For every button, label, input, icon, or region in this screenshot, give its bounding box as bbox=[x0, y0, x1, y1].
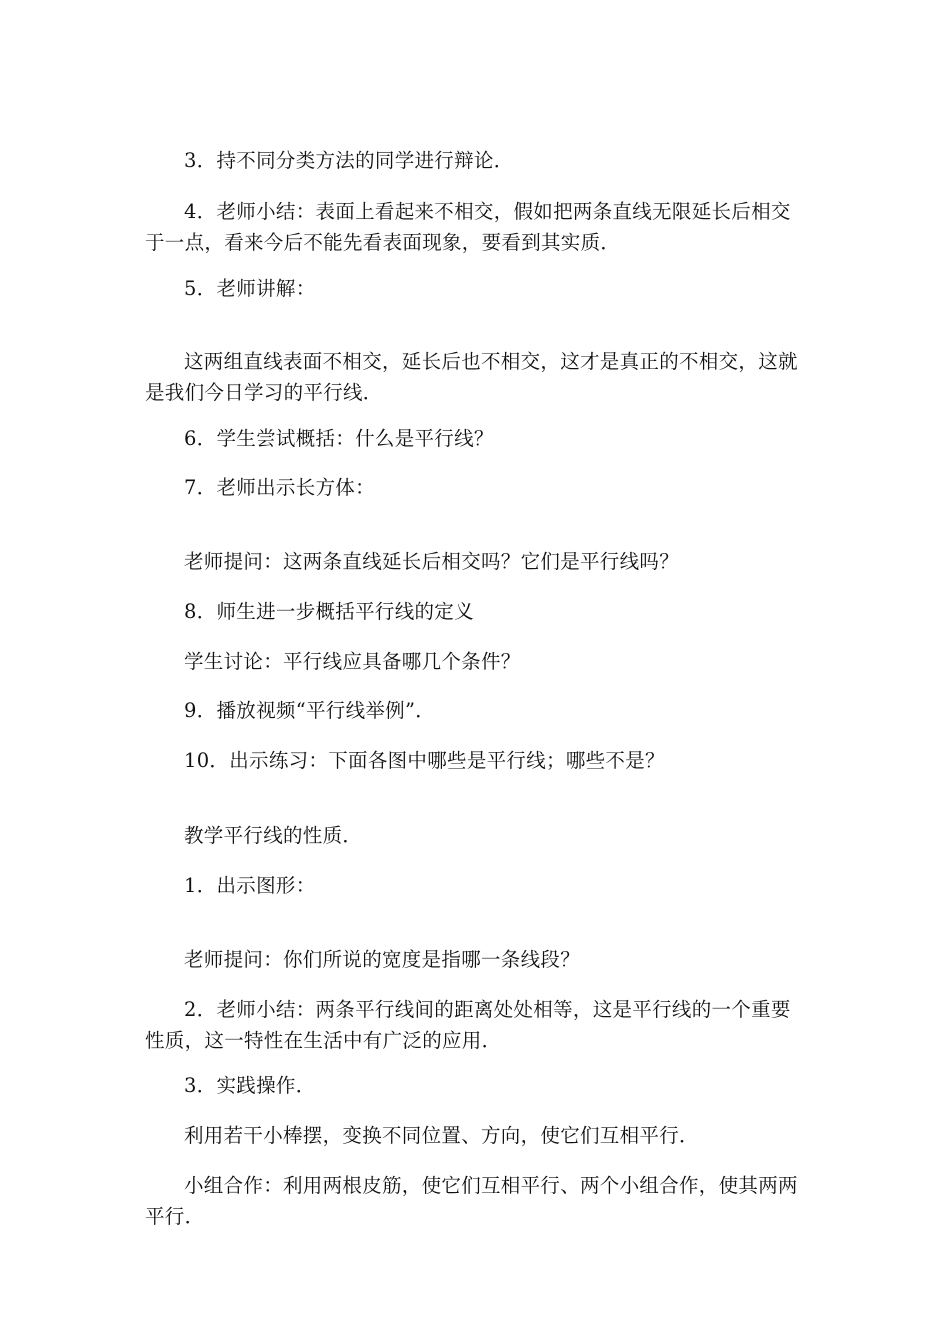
paragraph-teacher-explain: 5．老师讲解： bbox=[184, 277, 316, 300]
paragraph-group-work: 小组合作：利用两根皮筋，使它们互相平行、两个小组合作，使其两两平行． bbox=[145, 1174, 798, 1228]
paragraph-video: 9．播放视频“平行线举例”． bbox=[184, 699, 436, 722]
paragraph-show-figure: 1．出示图形： bbox=[184, 874, 316, 897]
paragraph-teacher-summary-1: 4．老师小结：表面上看起来不相交，假如把两条直线无限延长后相交于一点，看来今后不能先看表面现象，要看到其实质． bbox=[145, 200, 791, 254]
paragraph-student-discuss: 学生讨论：平行线应具备哪几个条件？ bbox=[184, 650, 521, 673]
paragraph-student-summary: 6．学生尝试概括：什么是平行线？ bbox=[184, 427, 494, 450]
paragraph-teacher-question-1: 老师提问：这两条直线延长后相交吗？它们是平行线吗？ bbox=[184, 550, 680, 573]
paragraph-debate: 3．持不同分类方法的同学进行辩论． bbox=[184, 149, 514, 172]
paragraph-teacher-summary-2: 2．老师小结：两条平行线间的距离处处相等，这是平行线的一个重要性质，这一特性在生活中有广泛的应用． bbox=[145, 998, 791, 1052]
paragraph-sticks: 利用若干小棒摆，变换不同位置、方向，使它们互相平行． bbox=[184, 1124, 699, 1147]
paragraph-practice: 3．实践操作． bbox=[184, 1074, 316, 1097]
paragraph-properties: 教学平行线的性质． bbox=[184, 824, 363, 847]
paragraph-exercise: 10．出示练习：下面各图中哪些是平行线；哪些不是？ bbox=[184, 749, 665, 772]
paragraph-definition: 8．师生进一步概括平行线的定义 bbox=[184, 600, 474, 623]
paragraph-parallel-intro: 这两组直线表面不相交，延长后也不相交，这才是真正的不相交，这就是我们今日学习的平行线． bbox=[145, 350, 798, 404]
paragraph-teacher-question-2: 老师提问：你们所说的宽度是指哪一条线段？ bbox=[184, 948, 581, 971]
paragraph-show-cuboid: 7．老师出示长方体： bbox=[184, 476, 375, 499]
